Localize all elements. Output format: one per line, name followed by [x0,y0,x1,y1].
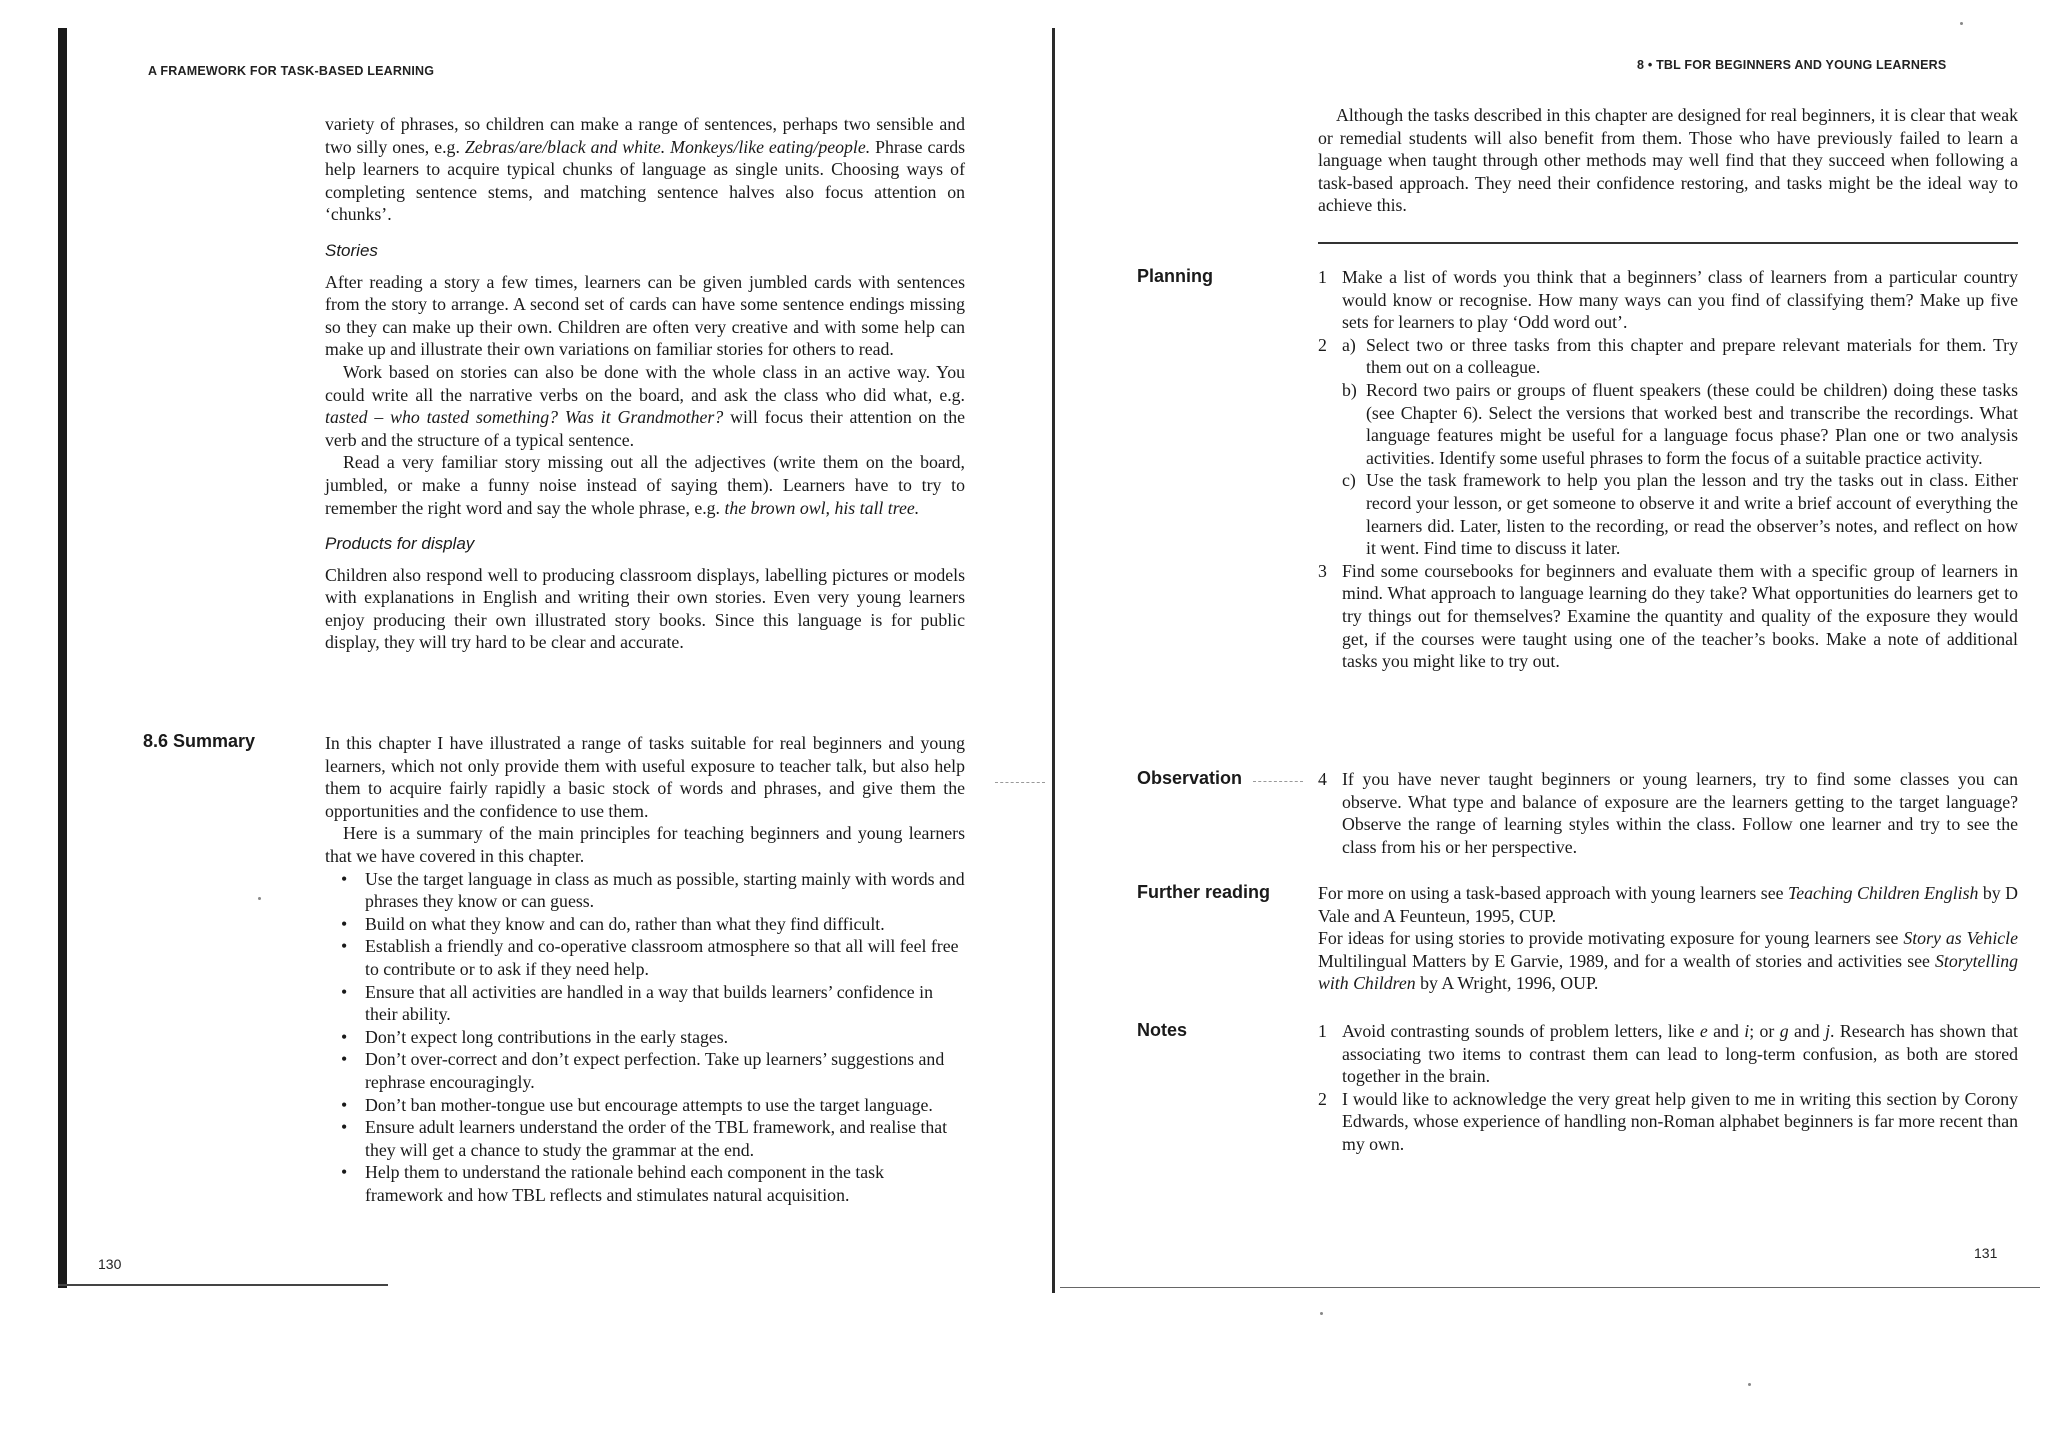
scan-mark [995,782,1045,783]
stories-heading: Stories [325,240,378,260]
list-item: • Use the target language in class as much as possible, starting mainly with words and phrases they know or can guess. [325,868,965,913]
summary-bullet-list [325,868,965,1207]
list-item [1318,266,2018,334]
planning-list [1318,266,2018,673]
list-item: • Build on what they know and can do, rather than what they find difficult. [325,913,965,936]
list-item [1318,1020,2018,1088]
item-number: 1 [1318,267,1327,287]
stories-paragraph-1: After reading a story a few times, learners can be given jumbled cards with sentences from the story to arrange. A second set of cards can have some sentence endings missing so they can make up their own. Children are often very creative and with some help can make up and illustrate their own variations on familiar stories for others to read. [325,271,965,360]
stories-paragraph-3: Read a very familiar story missing out all the adjectives (write them on the board, jumbled, or make a funny noise instead of saying them). Learners have to try to remember the right word and say the whole phrase, e.g. the brown owl, his tall tree. [325,452,965,518]
list-item [1318,334,2018,560]
notes-side-heading: Notes [1137,1020,1188,1040]
intro-paragraph: variety of phrases, so children can make a range of sentences, perhaps two sensible and two silly ones, e.g. Zebras/are/black and white. Monkeys/like eating/people. Phrase cards help learners to acquire typical chunks of language as single units. Choosing ways of completing sentence stems, and matching sentence halves also focus attention on ‘chunks’. [325,114,966,225]
planning-text [1318,266,2018,673]
observation-text [1318,768,2018,858]
further-reading-paragraph-1: For more on using a task-based approach with young learners see Teaching Children English by D Vale and A Feunteun, 1995, CUP. [1318,883,2018,926]
scan-speck [258,897,261,900]
sub-label: c) [1342,470,1356,491]
item-text: Make a list of words you think that a beginners’ class of learners from a particular country would know or recognise. How many ways can you find of classifying them? Make up five sets for learners to play ‘Odd word out’. [1342,267,2018,333]
observation-list [1318,768,2018,858]
item-number: 1 [1318,1021,1327,1041]
running-head-left: A FRAMEWORK FOR TASK-BASED LEARNING [148,64,435,78]
section-divider [1318,242,2018,244]
sub-list-item [1342,469,2018,559]
scan-speck [1320,1312,1323,1315]
list-item: • Don’t expect long contributions in the early stages. [325,1026,965,1049]
gutter-line [1052,28,1055,1293]
summary-paragraph-1: In this chapter I have illustrated a range of tasks suitable for real beginners and young learners, which not only provide them with useful exposure to teacher talk, but also help them to acquire fairly rapidly a basic stock of words and phrases, and give them the opportunities and the confidence to use them. [325,733,965,821]
sub-list [1342,334,2018,560]
further-reading-paragraph-2: For ideas for using stories to provide motivating exposure for young learners see Story as Vehicle Multilingual Matters by E Garvie, 1989, and for a wealth of stories and activities see Storytelling with Children by A Wright, 1996, OUP. [1318,928,2018,994]
stories-paragraph-2: Work based on stories can also be done with the whole class in an active way. You could write all the narrative verbs on the board, and ask the class who did what, e.g. tasted – who tasted something? Was it Grandmother? will focus their attention on the verb and the structure of a typical sentence. [325,361,965,450]
further-reading-text [1318,882,2018,995]
list-item: • Don’t ban mother-tongue use but encourage attempts to use the target language. [325,1094,965,1117]
list-item [1318,1088,2018,1156]
scan-speck [1960,22,1963,25]
page-number-left: 130 [98,1256,122,1272]
right-intro-paragraph: Although the tasks described in this chapter are designed for real beginners, it is clear that weak or remedial students will also benefit from them. Those who have previously failed to learn a language when taught through other methods may well find that they succeed when following a task-based approach. They need their confidence restoring, and tasks might be the ideal way to achieve this. [1318,105,2018,216]
left-main-text [325,113,965,654]
summary-side-heading: 8.6 Summary [143,731,256,751]
page-number-right: 131 [1974,1245,1998,1261]
observation-side-heading: Observation [1137,768,1243,788]
item-text: Avoid contrasting sounds of problem letters, like e and i; or g and j. Research has shown that associating two items to contrast them can lead to long-term confusion, as both are stored together in the brain. [1342,1021,2018,1087]
sub-list-item [1342,334,2018,379]
running-head-right: 8 • TBL FOR BEGINNERS AND YOUNG LEARNERS [1637,58,1947,72]
further-reading-side-heading: Further reading [1137,882,1271,902]
sub-item-text: Use the task framework to help you plan the lesson and try the tasks out in class. Either record your lesson, or get someone to observe it and write a brief account of everything the learners did. Later, listen to the recording, or read the observer’s notes, and reflect on how it went. Find time to discuss it later. [1366,470,2018,559]
sub-list-item [1342,379,2018,469]
summary-paragraph-2: Here is a summary of the main principles for teaching beginners and young learners that we have covered in this chapter. [325,823,965,866]
list-item: • Help them to understand the rationale behind each component in the task framework and how TBL reflects and stimulates natural acquisition. [325,1161,965,1206]
list-item: • Ensure that all activities are handled in a way that builds learners’ confidence in their ability. [325,981,965,1026]
notes-list [1318,1020,2018,1156]
notes-text [1318,1020,2018,1156]
products-paragraph: Children also respond well to producing classroom displays, labelling pictures or models with explanations in English and writing their own stories. Even very young learners enjoy producing their own illustrated story books. Since this language is for public display, they will try hard to be clear and accurate. [325,564,965,653]
item-number: 2 [1318,334,1327,355]
products-heading: Products for display [325,534,475,554]
scan-speck [1748,1383,1751,1386]
summary-text [325,732,965,1206]
item-text: I would like to acknowledge the very great help given to me in writing this section by Corony Edwards, whose experience of handling non-Roman alphabet beginners is far more recent than my own. [1342,1088,2018,1154]
binding-edge [58,28,67,1288]
list-item: • Establish a friendly and co-operative classroom atmosphere so that all will feel free to contribute or to ask if they need help. [325,935,965,980]
right-page [1060,0,2048,1448]
page-bottom-rule [58,1284,388,1286]
item-number: 3 [1318,560,1327,581]
sub-label: a) [1342,334,1356,355]
list-item [1318,560,2018,673]
planning-side-heading: Planning [1137,266,1213,286]
right-intro-text [1318,104,2018,217]
page-bottom-rule [1060,1287,2040,1288]
scan-mark [1253,781,1303,782]
item-text: Find some coursebooks for beginners and evaluate them with a specific group of learners in mind. What approach to language learning do they take? What opportunities do learners get to try things out for themselves? Examine the quantity and quality of the exposure they would get, if the courses were taught using one of the teacher’s books. Make a note of additional tasks you might like to try out. [1342,560,2018,672]
item-number: 2 [1318,1088,1327,1109]
list-item: • Ensure adult learners understand the order of the TBL framework, and realise that they will get a chance to study the grammar at the end. [325,1116,965,1161]
sub-item-text: Select two or three tasks from this chapter and prepare relevant materials for them. Try them out on a colleague. [1366,334,2018,378]
list-item: • Don’t over-correct and don’t expect perfection. Take up learners’ suggestions and rephrase encouragingly. [325,1048,965,1093]
sub-item-text: Record two pairs or groups of fluent speakers (these could be children) doing these tasks (see Chapter 6). Select the versions that worked best and transcribe the recordings. What language features might be useful for a language focus phase? Plan one or two analysis activities. Identify some useful phrases to form the focus of a suitable practice activity. [1366,379,2018,468]
item-text: If you have never taught beginners or young learners, try to find some classes you can observe. What type and balance of exposure are the learners getting to the target language? Observe the range of learning styles within the class. Follow one learner and try to see the class from his or her perspective. [1342,769,2018,857]
list-item [1318,768,2018,858]
sub-label: b) [1342,379,1357,400]
item-number: 4 [1318,769,1327,789]
